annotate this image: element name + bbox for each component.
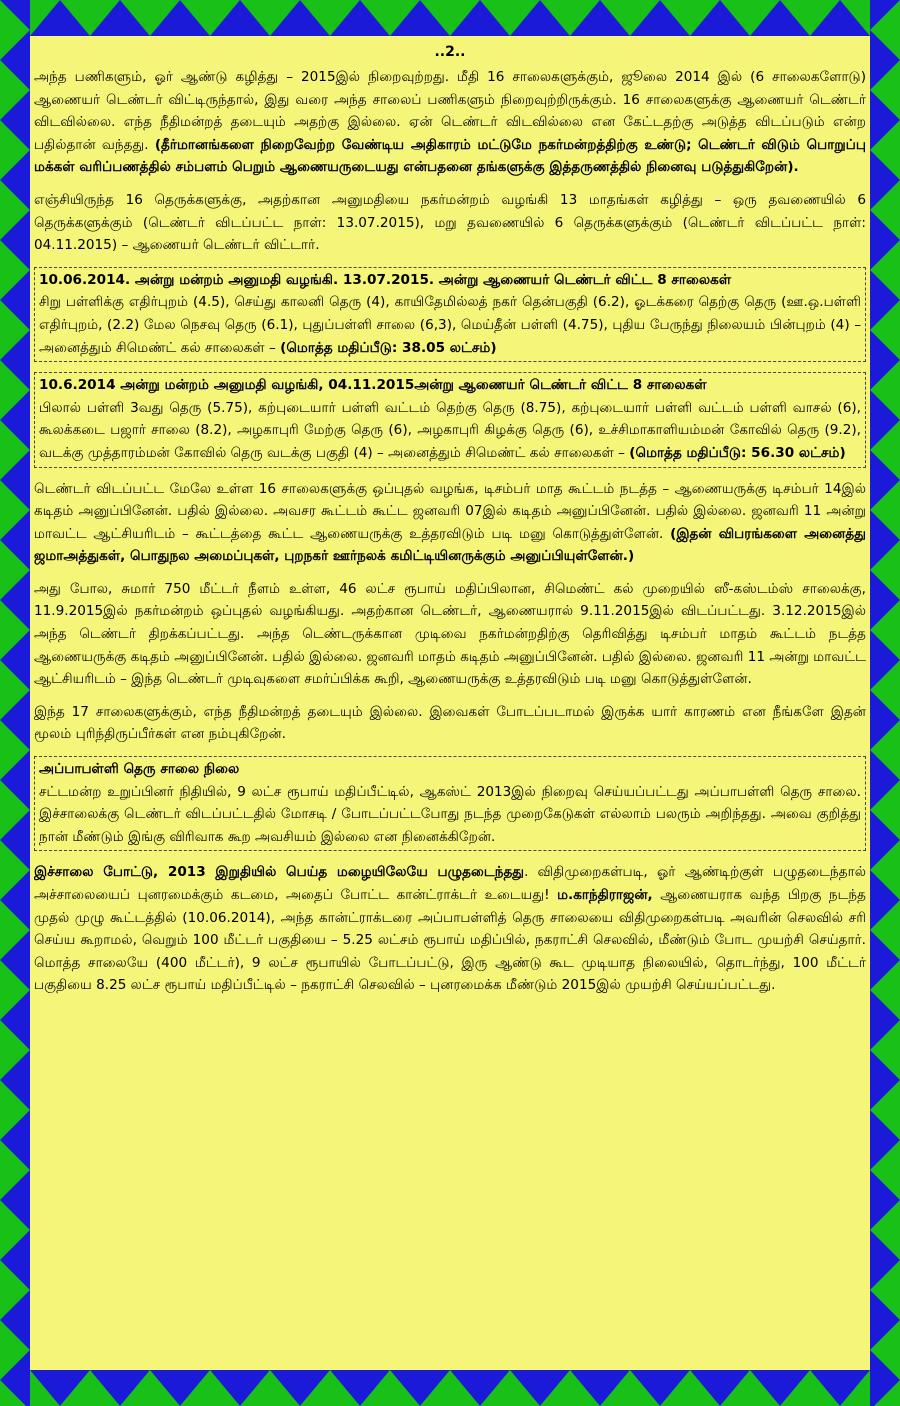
road-list-box-2-text: பிலால் பள்ளி 3வது தெரு (5.75), கற்புடையார் பள்ளி வட்டம் தெற்கு தெரு (8.75), கற்புடையார் பள்ளி வட்டம் பள்ளி வாசல் (6), கூலக்கடை பஜார் சாலை (8.2), அழகாபுரி மேற்கு தெரு (6), அழகாபுரி கிழக்கு தெரு (6), உச்சிமாகாளியம்மன் கோவில் தெரு (9.2), வடக்கு முத்தாரம்மன் கோவில் தெரு வடக்கு பகுதி (4) – அனைத்தும் சிமெண்ட் கல் சாலைகள் –: [39, 399, 861, 461]
paragraph-7-bold: இச்சாலை போட்டு, 2013 இறுதியில் பெய்த மழையிலேயே பழுதடைந்தது: [34, 864, 525, 881]
paragraph-3: [34, 478, 866, 568]
road-list-box-1-text: சிறு பள்ளிக்கு எதிர்புறம் (4.5), செய்து காலனி தெரு (4), காயிதேமில்லத் நகர் தென்பகுதி (6.2), ஓடக்கரை தெற்கு தெரு (ஊ.ஒ.பள்ளி எதிர்புறம், (2.2) மேல நெசவு தெரு (6.1), புதுப்பள்ளி சாலை (6,3), மெய்தீன் பள்ளி (4.75), புதிய பேருந்து நிலையம் பின்புறம் (4) – அனைத்தும் சிமெண்ட் கல் சாலைகள் –: [39, 294, 861, 356]
road-status-box: [34, 756, 866, 851]
road-status-heading: அப்பாபள்ளி தெரு சாலை நிலை: [39, 761, 240, 778]
paragraph-7-text-1: . விதிமுறைகள்படி, ஓர் ஆண்டிற்குள் பழுதடைந்தால் அச்சாலையைப் புனரமைக்கும் கடமை, அதைப் போட்ட கான்ட்ராக்டர் உடையது!: [34, 864, 866, 903]
paragraph-1: [34, 66, 866, 179]
paragraph-7-bold-2: ம.காந்திராஜன்,: [557, 887, 653, 903]
road-list-box-2-total: (மொத்த மதிப்பீடு: 56.30 லட்சம்): [629, 444, 846, 461]
paragraph-3-text: டெண்டர் விடப்பட்ட மேலே உள்ள 16 சாலைகளுக்கு ஒப்புதல் வழங்க, டிசம்பர் மாத கூட்டம் நடத்த – ஆணையருக்கு டிசம்பர் 14இல் கடிதம் அனுப்பினேன். பதில் இல்லை. அவசர கூட்டம் கூட்ட ஜனவரி 07இல் கடிதம் அனுப்பினேன். பதில் இல்லை. ஜனவரி 11 அன்று மாவட்ட ஆட்சியரிடம் – கூட்டத்தை கூட்ட ஆணையருக்கு உத்தரவிடும் படி மனு கொடுத்துள்ளேன்.: [34, 480, 866, 542]
paragraph-5: இந்த 17 சாலைகளுக்கும், எந்த நீதிமன்றத் தடையும் இல்லை. இவைகள் போடப்படாமல் இருக்க யார் காரணம் என நீங்களே இதன் மூலம் புரிந்திருப்பீர்கள் என நம்புகிறேன்.: [34, 703, 866, 743]
paragraph-1-text: அந்த பணிகளும், ஓர் ஆண்டு கழித்து – 2015இல் நிறைவுற்றது. மீதி 16 சாலைகளுக்கும், ஜூலை 2014 இல் (6 சாலைகளோடு) ஆணையர் டெண்டர் விட்டிருந்தால், இது வரை அந்த சாலைப் பணிகளும் நிறைவுற்றிருக்கும். 16 சாலைகளுக்கு ஆணையர் டெண்டர் விடவில்லை. எந்த நீதிமன்றத் தடையும் அதற்கு இல்லை. ஏன் டெண்டர் விடவில்லை என கேட்டதற்கு அடுத்த விடப்படும் என்ற பதில்தான் வந்தது.: [34, 69, 866, 153]
road-list-box-2: [34, 372, 866, 467]
paragraph-3-bold: (இதன் விபரங்களை அனைத்து ஜமாஅத்துகள், பொதுநல அமைப்புகள், புறநகர் ஊர்நலக் கமிட்டியினருக்கும் அனுப்பியுள்ளேன்.): [34, 525, 866, 565]
paragraph-4: அது போல, சுமார் 750 மீட்டர் நீளம் உள்ள, 46 லட்ச ரூபாய் மதிப்பிலான, சிமெண்ட் கல் முறையில் ஸீ-கஸ்டம்ஸ் சாலைக்கு, 11.9.2015இல் நகர்மன்றம் ஒப்புதல் வழங்கியது. அதற்கான டெண்டர், ஆணையரால் 9.11.2015இல் விடப்பட்டது. 3.12.2015இல் அந்த டெண்டர் திறக்கப்பட்டது. அந்த டெண்டருக்கான முடிவை நகர்மன்றதிற்கு தெரிவித்து டிசம்பர் மாதம் கூட்டம் நடத்த ஆணையருக்கு கடிதம் அனுப்பினேன். பதில் இல்லை. ஜனவரி மாதம் கடிதம் அனுப்பினேன். பதில் இல்லை. ஜனவரி 11 அன்று மாவட்ட ஆட்சியரிடம் – இந்த டெண்டர் முடிவுகளை சமர்ப்பிக்க கூறி, ஆணையருக்கு உத்தரவிடும் படி மனு கொடுத்துள்ளேன்.: [34, 580, 866, 688]
paragraph-7: [34, 861, 866, 997]
paragraph-7-text-2: ஆணையராக வந்த பிறகு நடந்த முதல் முழு கூட்டத்தில் (10.06.2014), அந்த கான்ட்ராக்டரை அப்பாபள்ளித் தெரு சாலையை விதிமுறைகள்படி அவரின் செலவில் சரி செய்ய கூறாமல், வெறும் 100 மீட்டர் பகுதியை – 5.25 லட்சம் ரூபாய் மதிப்பில், நகராட்சி செலவில், மீண்டும் போட முயற்சி செய்தார். மொத்த சாலையே (400 மீட்டர்), 9 லட்ச ரூபாயில் போடப்பட்டு, இரு ஆண்டு கூட முடியாத நிலையில், தொடர்ந்து, 100 மீட்டர் பகுதியை 8.25 லட்ச ரூபாய் மதிப்பீட்டில் – நகராட்சி செலவில் – புனரமைக்க மீண்டும் 2015இல் முயற்சி செய்யப்பட்டது.: [34, 887, 866, 994]
paragraph-6: சட்டமன்ற உறுப்பினர் நிதியில், 9 லட்ச ரூபாய் மதிப்பீட்டில், ஆகஸ்ட் 2013இல் நிறைவு செய்யப்பட்டது அப்பாபள்ளி தெரு சாலை. இச்சாலைக்கு டெண்டர் விடப்பட்டதில் மோசடி / போடப்பட்டபோது நடந்த முறைகேடுகள் எல்லாம் பலரும் அறிந்தது. அவை குறித்து நான் மீண்டும் இங்கு விரிவாக கூற அவசியம் இல்லை என நினைக்கிறேன்.: [39, 783, 861, 845]
road-list-box-1-body: [39, 291, 861, 359]
road-list-box-1-total: (மொத்த மதிப்பீடு: 38.05 லட்சம்): [280, 339, 497, 356]
road-list-box-1: [34, 267, 866, 362]
paragraph-1-bold: (தீர்மானங்களை நிறைவேற்ற வேண்டிய அதிகாரம் மட்டுமே நகர்மன்றத்திற்கு உண்டு; டெண்டர் விடும் பொறுப்பு மக்கள் வரிப்பணத்தில் சம்பளம் பெறும் ஆணையருடையது என்பதனை தங்களுக்கு இத்தருணத்தில் நினைவு படுத்துகிறேன்).: [34, 136, 866, 176]
road-list-box-2-body: [39, 397, 861, 465]
paragraph-2: எஞ்சியிருந்த 16 தெருக்களுக்கு, அதற்கான அனுமதியை நகர்மன்றம் வழங்கி 13 மாதங்கள் கழித்து – ஒரு தவணையில் 6 தெருக்களுக்கும் (டெண்டர் விடப்பட்ட நாள்: 13.07.2015), மறு தவணையில் 6 தெருக்களுக்கும் (டெண்டர் விடப்பட்ட நாள்: 04.11.2015) – ஆணையர் டெண்டர் விட்டார்.: [34, 191, 866, 254]
document-body: [34, 44, 866, 1362]
road-list-box-2-heading: 10.6.2014 அன்று மன்றம் அனுமதி வழங்கி, 04.11.2015அன்று ஆணையர் டெண்டர் விட்ட 8 சாலைகள்: [39, 377, 707, 394]
road-list-box-1-heading: 10.06.2014. அன்று மன்றம் அனுமதி வழங்கி. 13.07.2015. அன்று ஆணையர் டெண்டர் விட்ட 8 சாலைகள்: [39, 271, 732, 288]
page-number: ..2..: [434, 44, 466, 60]
